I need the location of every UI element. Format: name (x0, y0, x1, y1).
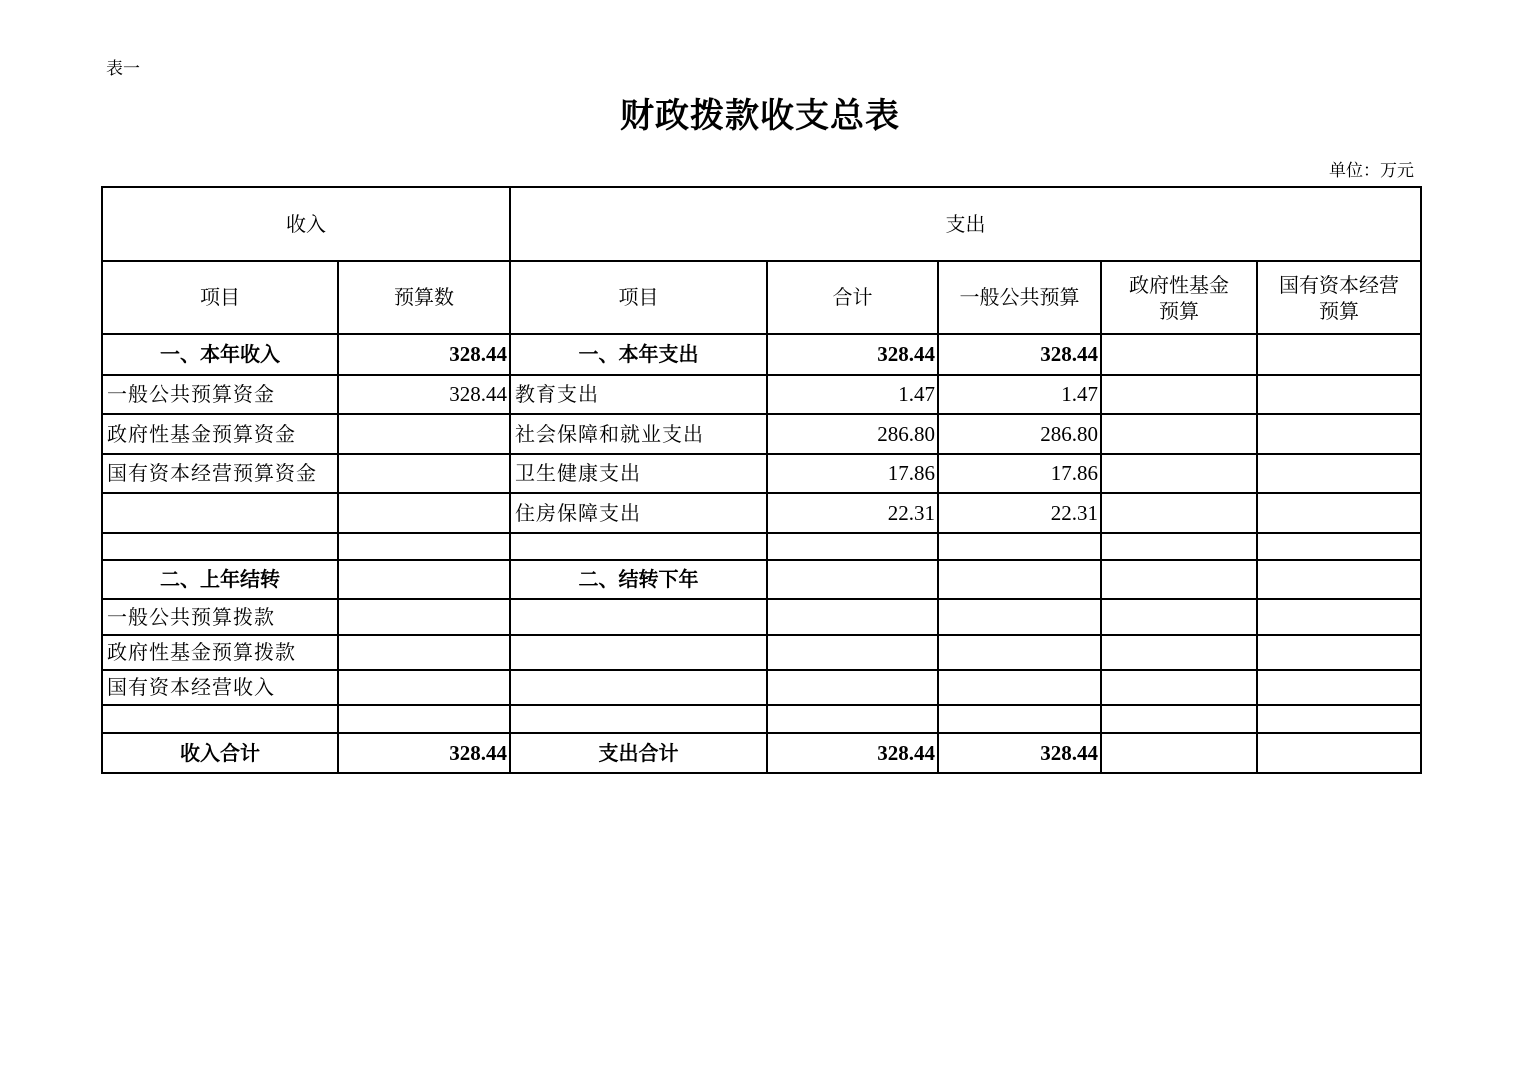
unit-label: 单位：万元 (1329, 161, 1414, 181)
gov-fund-value (1101, 560, 1257, 599)
state-capital-value (1257, 733, 1421, 773)
general-value (938, 533, 1101, 560)
table-number: 表一 (106, 59, 140, 79)
table-row (102, 454, 1421, 493)
income-total-value: 328.44 (338, 733, 510, 773)
state-capital-header-line1: 国有资本经营 (1279, 272, 1399, 297)
total-value (767, 560, 938, 599)
income-label: 政府性基金预算资金 (102, 414, 338, 454)
state-capital-value (1257, 334, 1421, 375)
table-row (102, 493, 1421, 533)
expense-total-label: 支出合计 (510, 733, 767, 773)
state-capital-value (1257, 599, 1421, 635)
income-value (338, 670, 510, 705)
table-row (102, 705, 1421, 733)
state-capital-header-line2: 预算 (1319, 298, 1359, 323)
income-value (338, 454, 510, 493)
total-value (767, 670, 938, 705)
total-value: 17.86 (767, 454, 938, 493)
state-capital-header (1257, 261, 1421, 334)
general-value (938, 705, 1101, 733)
income-label (102, 705, 338, 733)
gov-fund-header-line1: 政府性基金 (1129, 272, 1229, 297)
expense-label (510, 533, 767, 560)
table-row (102, 599, 1421, 635)
general-value (938, 635, 1101, 670)
income-label (102, 533, 338, 560)
income-value (338, 493, 510, 533)
income-value (338, 533, 510, 560)
total-value: 328.44 (767, 334, 938, 375)
total-value: 22.31 (767, 493, 938, 533)
expense-label (510, 670, 767, 705)
table-row (102, 670, 1421, 705)
expense-label: 一、本年支出 (510, 334, 767, 375)
income-item-header: 项目 (102, 261, 338, 334)
income-value (338, 560, 510, 599)
total-value: 1.47 (767, 375, 938, 414)
general-budget-header: 一般公共预算 (938, 261, 1101, 334)
expense-label: 二、结转下年 (510, 560, 767, 599)
general-value: 286.80 (938, 414, 1101, 454)
income-header: 收入 (102, 187, 510, 261)
income-budget-header: 预算数 (338, 261, 510, 334)
total-value (767, 705, 938, 733)
state-capital-value (1257, 670, 1421, 705)
total-header: 合计 (767, 261, 938, 334)
gov-fund-value (1101, 733, 1257, 773)
total-value: 286.80 (767, 414, 938, 454)
table-row (102, 533, 1421, 560)
expense-label: 社会保障和就业支出 (510, 414, 767, 454)
income-label: 国有资本经营收入 (102, 670, 338, 705)
state-capital-value (1257, 454, 1421, 493)
gov-fund-value (1101, 454, 1257, 493)
state-capital-value (1257, 705, 1421, 733)
gov-fund-value (1101, 533, 1257, 560)
expense-label: 教育支出 (510, 375, 767, 414)
general-value: 1.47 (938, 375, 1101, 414)
state-capital-value (1257, 635, 1421, 670)
general-value: 328.44 (938, 733, 1101, 773)
gov-fund-value (1101, 414, 1257, 454)
state-capital-value (1257, 375, 1421, 414)
general-value (938, 599, 1101, 635)
income-label: 一、本年收入 (102, 334, 338, 375)
gov-fund-header (1101, 261, 1257, 334)
gov-fund-value (1101, 705, 1257, 733)
state-capital-value (1257, 533, 1421, 560)
total-value (767, 533, 938, 560)
table-row (102, 635, 1421, 670)
expense-label (510, 599, 767, 635)
income-label: 政府性基金预算拨款 (102, 635, 338, 670)
gov-fund-value (1101, 334, 1257, 375)
budget-table (101, 186, 1422, 774)
expense-label (510, 705, 767, 733)
state-capital-value (1257, 493, 1421, 533)
income-value (338, 635, 510, 670)
table-row (102, 560, 1421, 599)
income-value (338, 705, 510, 733)
income-label (102, 493, 338, 533)
gov-fund-value (1101, 493, 1257, 533)
expense-label (510, 635, 767, 670)
state-capital-value (1257, 560, 1421, 599)
income-label: 一般公共预算拨款 (102, 599, 338, 635)
income-label: 国有资本经营预算资金 (102, 454, 338, 493)
general-value (938, 670, 1101, 705)
general-value (938, 560, 1101, 599)
general-value: 17.86 (938, 454, 1101, 493)
gov-fund-value (1101, 599, 1257, 635)
general-value: 328.44 (938, 334, 1101, 375)
totals-row (102, 733, 1421, 773)
income-value (338, 414, 510, 454)
total-value: 328.44 (767, 733, 938, 773)
income-label: 二、上年结转 (102, 560, 338, 599)
total-value (767, 635, 938, 670)
expense-item-header: 项目 (510, 261, 767, 334)
income-value (338, 599, 510, 635)
gov-fund-header-line2: 预算 (1159, 298, 1199, 323)
income-value: 328.44 (338, 334, 510, 375)
general-value: 22.31 (938, 493, 1101, 533)
table-row (102, 414, 1421, 454)
gov-fund-value (1101, 375, 1257, 414)
total-value (767, 599, 938, 635)
income-total-label: 收入合计 (102, 733, 338, 773)
expense-header: 支出 (510, 187, 1421, 261)
page-title: 财政拨款收支总表 (620, 96, 900, 136)
gov-fund-value (1101, 670, 1257, 705)
table-row (102, 375, 1421, 414)
header-row-1 (102, 187, 1421, 261)
expense-label: 卫生健康支出 (510, 454, 767, 493)
gov-fund-value (1101, 635, 1257, 670)
income-label: 一般公共预算资金 (102, 375, 338, 414)
header-row-2 (102, 261, 1421, 334)
table-row (102, 334, 1421, 375)
state-capital-value (1257, 414, 1421, 454)
expense-label: 住房保障支出 (510, 493, 767, 533)
income-value: 328.44 (338, 375, 510, 414)
